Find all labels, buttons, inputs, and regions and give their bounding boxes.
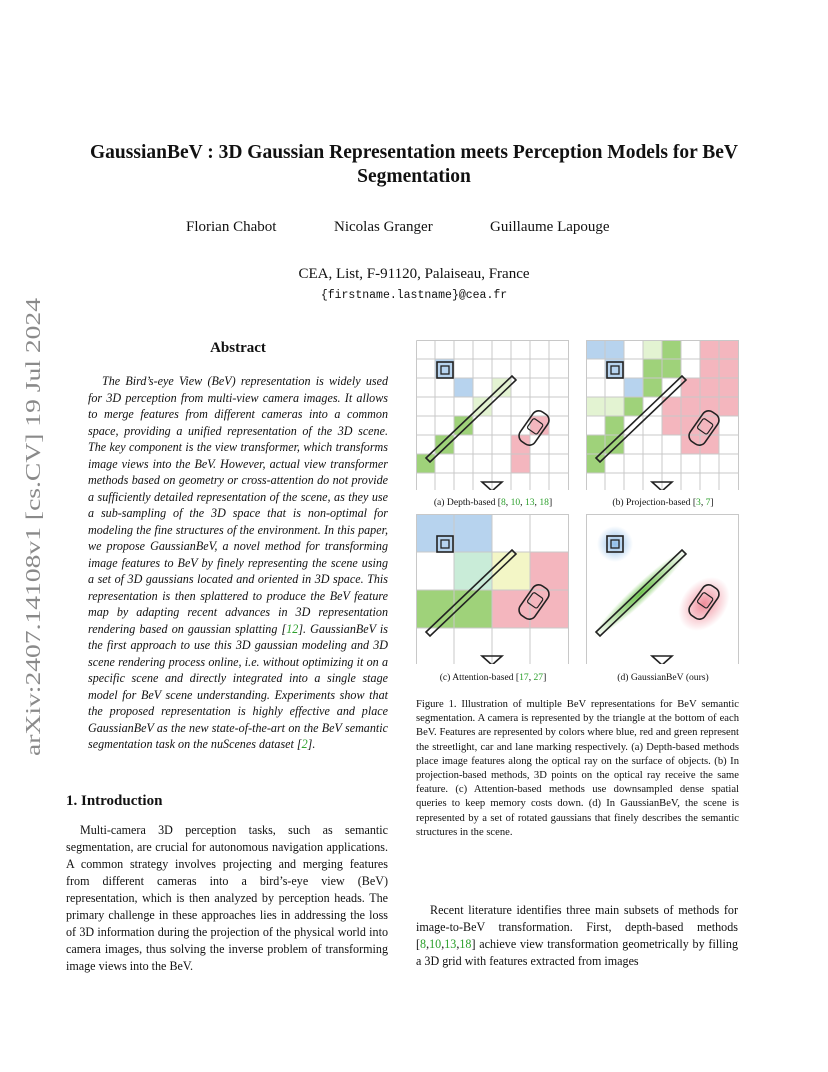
author-name: Florian Chabot [186, 219, 277, 235]
car-cell [511, 454, 530, 473]
body-text-part: Recent literature identifies three main subsets of methods for image-to-BeV transformation. First, depth-based methods [ [416, 903, 738, 951]
citation-link[interactable]: 10 [510, 497, 521, 508]
streetlight-cell [454, 378, 473, 397]
subcaption-text: (d) GaussianBeV (ours) [617, 672, 709, 683]
body-text-part: ] achieve view transformation geometrically by filling a 3D grid with features extracted from images [416, 937, 738, 968]
author-name: Guillaume Lapouge [490, 219, 610, 235]
citation-link[interactable]: 27 [533, 672, 544, 683]
citation-link[interactable]: 13 [444, 937, 457, 951]
arxiv-stamp [10, 296, 50, 756]
mixed-cell [454, 552, 492, 590]
subcaption-text: ] [548, 497, 553, 508]
abstract-text-part: The Bird’s-eye View (BeV) representation is widely used for 3D perception from multi-view camera images. It allows to merge features from different cameras into a common space, providing a unified representation of the 3D scene. The key component is the view transformer, which transforms image views into the BeV. However, actual view transformer methods based on geometry or cross-attention do not provide a sufficiently detailed representation of the scene, as they use a sub-sampling of the 3D space that is non-optimal for modeling the fine structures of the environment. In this paper, we propose GaussianBeV, a novel method for transforming image features to BeV by finely representing the scene using a set of 3D gaussians located and oriented in 3D space. This representation is then splattered to produce the BeV feature map by adapting recent advances in 3D representation rendering based on gaussian splatting [ [88, 374, 388, 636]
car-gaussian [668, 567, 740, 641]
lane-cell [416, 454, 435, 473]
citation-link[interactable]: 12 [286, 621, 299, 636]
citation-link[interactable]: 8 [420, 937, 427, 951]
lane-cell [643, 340, 662, 359]
subcaption-b: (b) Projection-based [3, 7] [612, 497, 714, 508]
citation-link[interactable]: 17 [519, 672, 529, 683]
affiliation: CEA, List, F-91120, Palaiseau, France [298, 266, 530, 282]
subcaption-text: (c) Attention-based [ [439, 672, 520, 683]
abstract-text-part: ]. [307, 737, 316, 751]
citation-link[interactable]: 8 [500, 497, 506, 508]
abstract-heading: Abstract [210, 340, 266, 356]
citation-link[interactable]: 18 [539, 497, 549, 508]
subcaption-text: (b) Projection-based [ [612, 497, 697, 508]
car-cell [530, 552, 568, 590]
citation-link[interactable]: 3 [696, 497, 701, 508]
figure-1 [416, 338, 741, 688]
abstract-text-part: ]. GaussianBeV is the first approach to use this 3D gaussian modeling and 3D scene rendering process online, i.e. without optimizing it on a specific scene and directly integrated into a single stage model for BeV scene understanding. Experiments show that the proposed representation is highly effective and place GaussianBeV as the new state-of-the-art on the BeV semantic segmentation task on the nuScenes dataset [ [88, 621, 388, 751]
subcaption-text: (a) Depth-based [ [433, 497, 501, 508]
panel-projection-based [586, 340, 741, 495]
panel-gaussianbev [586, 514, 741, 669]
paper-title: GaussianBeV : 3D Gaussian Representation meets Perception Models for BeV Segmentation [90, 142, 738, 187]
panel-attention-based [416, 514, 571, 669]
streetlight-cell [454, 514, 492, 552]
lane-cell [435, 435, 454, 454]
citation-link[interactable]: 18 [459, 937, 472, 951]
streetlight-cell [624, 378, 643, 397]
bev-grid-attention [416, 514, 571, 664]
bev-gaussians [586, 514, 741, 664]
section-heading: 1. Introduction [66, 793, 163, 809]
panel-depth-based [416, 340, 571, 495]
subcaption-c: (c) Attention-based [17, 27] [439, 672, 547, 683]
author-list [0, 219, 828, 239]
bev-grid-depth [416, 340, 571, 490]
subcaption-text: ] [710, 497, 714, 508]
introduction-text: Multi-camera 3D perception tasks, such as semantic segmentation, are crucial for autonomous navigation applications. A common strategy involves projecting and merging features from different cameras into a bird’s-eye view (BeV) representation, which is then analyzed by perception heads. The primary challenge in these approaches lies in addressing the loss of 3D information during the projection of the physical world into camera images, thus solving the inverse problem of transforming image views into the BeV. [66, 823, 388, 973]
abstract-text [88, 373, 388, 753]
streetlight-cell [416, 514, 454, 552]
figure-caption: Figure 1. Illustration of multiple BeV representations for BeV semantic segmentation. A camera is represented by the triangle at the bottom of each BeV. Features are represented by colors where blue, red and green represent the streetlight, car and lane marking respectively. (a) Depth-based methods place image features along the optical ray on the surface of objects. (b) In projection-based methods, 3D points on the optical ray receive the same feature. (c) Attention-based methods use downsampled dense spatial queries to keep memory costs down. (d) In GaussianBeV, the scene is represented by a set of rotated gaussians that finely describes the semantic structures in the scene. [416, 699, 739, 838]
camera-icon [652, 656, 672, 664]
citation-link[interactable]: 7 [705, 497, 711, 508]
citation-link[interactable]: 13 [524, 497, 535, 508]
body-text: Recent literature identifies three main subsets of methods for image-to-BeV transformation. First, depth-based methods [8,10,13,18] achieve view transformation geometrically by filling a 3D grid with features extracted from images [416, 903, 738, 968]
citation-link[interactable]: 2 [301, 737, 308, 751]
lane-cell [454, 416, 473, 435]
streetlight-gaussian [597, 526, 633, 562]
author-name: Nicolas Granger [334, 219, 433, 235]
lane-cell [624, 397, 643, 416]
citation-link[interactable]: 10 [429, 937, 442, 951]
arxiv-id: arXiv:2407.14108v1 [cs.CV] 19 Jul 2024 [21, 407, 45, 756]
subcaption-text: ] [543, 672, 547, 683]
bev-grid-projection [586, 340, 741, 490]
email: {firstname.lastname}@cea.fr [320, 289, 508, 302]
subcaption-a: (a) Depth-based [8, 10, 13, 18] [433, 497, 553, 508]
subcaption-d [578, 672, 748, 683]
